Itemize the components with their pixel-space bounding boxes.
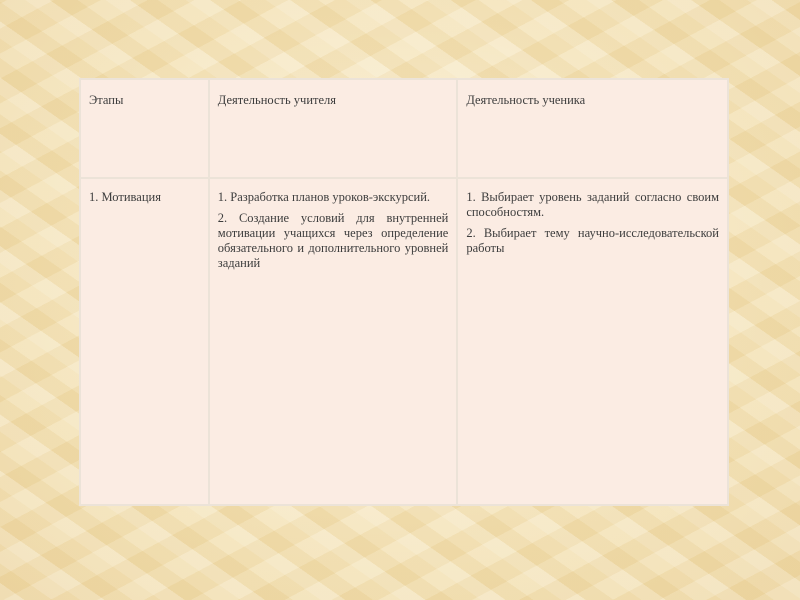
activity-table	[79, 78, 729, 506]
teacher-activity-item: 2. Создание условий для внутренней мотивации учащихся через определение обязательного и дополнительного уровней заданий	[217, 211, 449, 270]
stage-cell	[81, 179, 208, 504]
header-cell-teacher	[210, 80, 457, 177]
student-activity-item: 1. Выбирает уровень заданий согласно своим способностям.	[466, 190, 719, 219]
stage-label: 1. Мотивация	[89, 190, 161, 204]
header-stages-label: Этапы	[89, 93, 124, 107]
header-cell-stages	[81, 80, 208, 177]
teacher-activity-cell	[210, 179, 457, 504]
header-cell-student	[458, 80, 727, 177]
teacher-activity-item: 1. Разработка планов уроков-экскурсий.	[217, 190, 431, 204]
table-row	[81, 179, 727, 504]
student-activity-item: 2. Выбирает тему научно-исследовательской работы	[466, 226, 719, 255]
table-header-row	[81, 80, 727, 177]
activity-table-container	[79, 78, 729, 506]
student-activity-cell	[458, 179, 727, 504]
header-student-label: Деятельность ученика	[466, 93, 586, 107]
header-teacher-label: Деятельность учителя	[217, 93, 337, 107]
